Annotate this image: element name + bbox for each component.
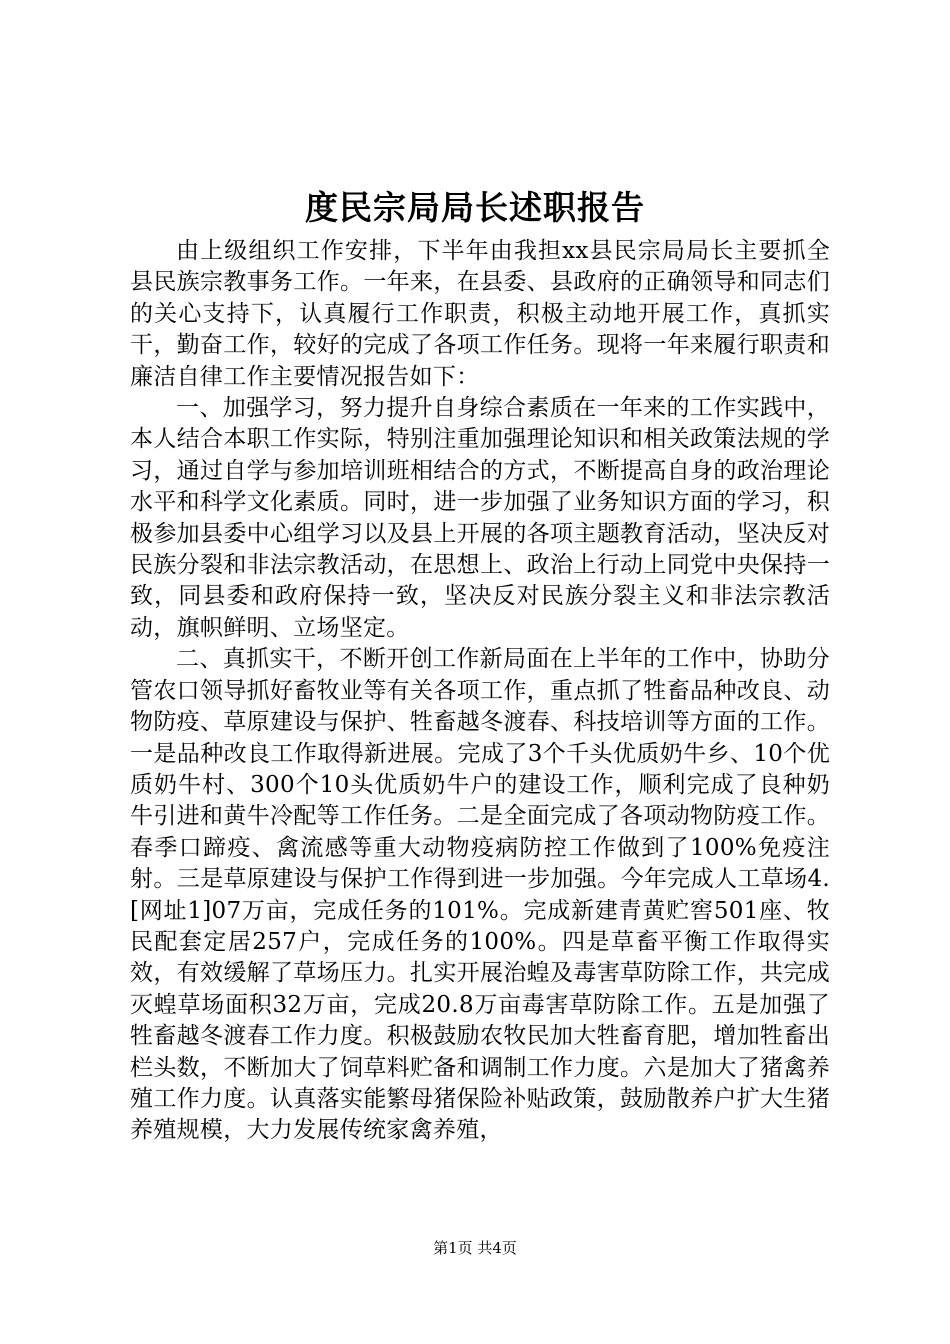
paragraph-intro: 由上级组织工作安排，下半年由我担xx县民宗局局长主要抓全县民族宗教事务工作。一年来，在县委、县政府的正确领导和同志们的关心支持下，认真履行工作职责，积极主动地开展工作，真抓实干，勤奋工作，较好的完成了各项工作任务。现将一年来履行职责和廉洁自律工作主要情况报告如下：: [130, 238, 830, 390]
paragraph-study: 一、加强学习，努力提升自身综合素质在一年来的工作实践中，本人结合本职工作实际，特别注重加强理论知识和相关政策法规的学习，通过自学与参加培训班相结合的方式，不断提高自身的政治理论水平和科学文化素质。同时，进一步加强了业务知识方面的学习，积极参加县委中心组学习以及县上开展的各项主题教育活动，坚决反对民族分裂和非法宗教活动，在思想上、政治上行动上同党中央保持一致，同县委和政府保持一致，坚决反对民族分裂主义和非法宗教活动，旗帜鲜明、立场坚定。: [130, 395, 830, 641]
document-body: [130, 236, 830, 1147]
paragraph-work: 二、真抓实干，不断开创工作新局面在上半年的工作中，协助分管农口领导抓好畜牧业等有关各项工作，重点抓了牲畜品种改良、动物防疫、草原建设与保护、牲畜越冬渡春、科技培训等方面的工作。一是品种改良工作取得新进展。完成了3个千头优质奶牛乡、10个优质奶牛村、300个10头优质奶牛户的建设工作，顺利完成了良种奶牛引进和黄牛冷配等工作任务。二是全面完成了各项动物防疫工作。春季口蹄疫、禽流感等重大动物疫病防控工作做到了100%免疫注射。三是草原建设与保护工作得到进一步加强。今年完成人工草场4.[网址1]07万亩，完成任务的101%。完成新建青黄贮窖501座、牧民配套定居257户，完成任务的100%。四是草畜平衡工作取得实效，有效缓解了草场压力。扎实开展治蝗及毒害草防除工作，共完成灭蝗草场面积32万亩，完成20.8万亩毒害草防除工作。五是加强了牲畜越冬渡春工作力度。积极鼓励农牧民加大牲畜育肥，增加牲畜出栏头数，不断加大了饲草料贮备和调制工作力度。六是加大了猪禽养殖工作力度。认真落实能繁母猪保险补贴政策，鼓励散养户扩大生猪养殖规模，大力发展传统家禽养殖，: [130, 646, 830, 1144]
document-title: 度民宗局局长述职报告: [305, 188, 645, 227]
page-footer: 第1页 共4页: [433, 1239, 517, 1257]
